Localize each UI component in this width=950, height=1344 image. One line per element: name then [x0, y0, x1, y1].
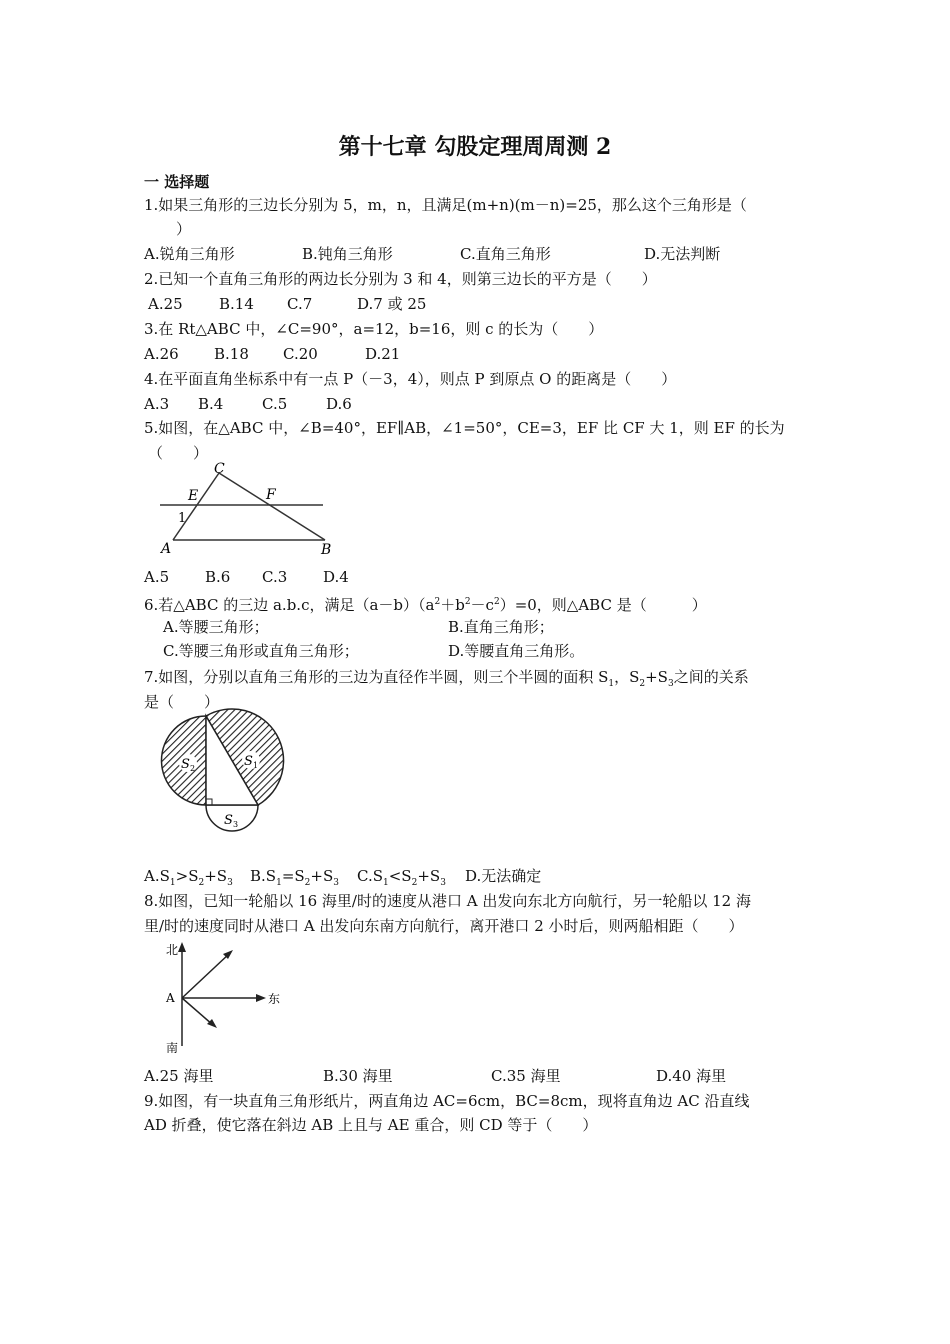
label-b: B — [321, 542, 332, 558]
q8-option-b: B.30 海里 — [323, 1067, 393, 1085]
q7-option-a: $A.S_1>S_2+S_3$ — [144, 867, 233, 888]
east-arrowhead — [256, 994, 266, 1002]
q8-stem-line1: 8.如图，已知一轮船以 16 海里/时的速度从港口 A 出发向东北方向航行，另一轮船以 12 海 — [144, 892, 751, 910]
label-e: E — [188, 488, 199, 504]
side-bc — [219, 473, 325, 540]
page-title: 第十七章 勾股定理周周测 2 — [338, 134, 612, 160]
side-ac — [173, 473, 219, 540]
q7-option-b: $B.S_1=S_2+S_3$ — [250, 867, 339, 888]
label-f: F — [266, 487, 276, 503]
q9-stem-line2: AD 折叠，使它落在斜边 AB 上且与 AE 重合，则 CD 等于（ ） — [144, 1116, 598, 1134]
q8-option-d: D.40 海里 — [656, 1067, 727, 1085]
label-a: A — [161, 541, 172, 557]
q6-stem: 6.若△ABC 的三边 a.b.c，满足$(a-b)(a^2+b^2-c^2)=0$，则△ABC 是（ ） — [144, 596, 707, 614]
q5-stem-line1: 5.如图，在△ABC 中，∠B=40°，EF∥AB，∠1=50°，CE=3，EF 比 CF 大 1，则 EF 的长为 — [144, 419, 785, 437]
q1-stem-line1: 1.如果三角形的三边长分别为 5，m，n，且满足(m+n)(m－n)=25，那么这个三角形是（ — [144, 196, 747, 214]
q7-option-c: $C.S_1<S_2+S_3$ — [357, 867, 446, 888]
q8-compass-figure — [160, 938, 290, 1058]
q4-option-c: C.5 — [262, 395, 288, 413]
north-arrowhead — [178, 942, 186, 952]
q2-option-b: B.14 — [219, 295, 254, 313]
q5-stem-line2: （ ） — [148, 444, 209, 462]
southeast-path — [182, 998, 213, 1025]
q1-option-a: A.锐角三角形 — [144, 245, 235, 263]
svg-text:1: 1 — [253, 761, 259, 770]
q6-option-b: B.直角三角形； — [448, 618, 554, 636]
q5-option-a: A.5 — [144, 568, 170, 586]
q8-stem-line2: 里/时的速度同时从港口 A 出发向东南方向航行，离开港口 2 小时后，则两船相距（ ） — [144, 917, 744, 935]
q3-option-b: B.18 — [214, 345, 249, 363]
q3-option-d: D.21 — [365, 345, 401, 363]
q2-option-d: D.7 或 25 — [357, 295, 427, 313]
q7-stem-line1: 7.如图，分别以直角三角形的三边为直径作半圆，则三个半圆的面积 $S_1$，$S_2+S_3$之间的关系 — [144, 668, 749, 689]
q7-stem-line2: 是（ ） — [144, 693, 220, 711]
label-s1 — [242, 751, 260, 770]
section-heading: 一 选择题 — [144, 173, 210, 191]
q5-triangle-figure — [155, 460, 340, 560]
q5-option-d: D.4 — [323, 568, 349, 586]
q6-option-c: C.等腰三角形或直角三角形； — [163, 642, 359, 660]
q5-option-b: B.6 — [205, 568, 231, 586]
q3-stem: 3.在 Rt△ABC 中，∠C=90°，a=12，b=16，则 c 的长为（ ） — [144, 320, 604, 338]
q1-option-d: D.无法判断 — [644, 245, 721, 263]
q1-stem-line2: ） — [176, 220, 192, 238]
svg-text:2: 2 — [190, 764, 196, 773]
q7-option-d: D.无法确定 — [465, 867, 542, 885]
label-s2 — [179, 754, 197, 773]
label-angle-1: 1 — [178, 511, 187, 526]
q4-option-a: A.3 — [144, 395, 170, 413]
q7-semicircles-figure — [158, 708, 310, 843]
q5-option-c: C.3 — [262, 568, 288, 586]
q3-option-a: A.26 — [144, 345, 179, 363]
label-a: A — [166, 991, 175, 1005]
northeast-path — [182, 953, 230, 998]
label-north: 北 — [166, 943, 179, 957]
q6-option-a: A.等腰三角形； — [163, 618, 269, 636]
svg-text:S: S — [224, 813, 233, 828]
q1-option-b: B.钝角三角形 — [302, 245, 393, 263]
label-c: C — [214, 461, 225, 477]
label-east: 东 — [268, 992, 281, 1006]
q8-option-c: C.35 海里 — [491, 1067, 561, 1085]
svg-text:S: S — [244, 754, 253, 769]
q4-option-b: B.4 — [198, 395, 224, 413]
svg-text:S: S — [181, 757, 190, 772]
q1-option-c: C.直角三角形 — [460, 245, 551, 263]
q2-stem: 2.已知一个直角三角形的两边长分别为 3 和 4，则第三边长的平方是（ ） — [144, 270, 657, 288]
q2-option-c: C.7 — [287, 295, 313, 313]
q3-option-c: C.20 — [283, 345, 318, 363]
q6-option-d: D.等腰直角三角形。 — [448, 642, 585, 660]
q2-option-a: A.25 — [148, 295, 183, 313]
svg-text:3: 3 — [233, 820, 239, 829]
q4-option-d: D.6 — [326, 395, 352, 413]
q4-stem: 4.在平面直角坐标系中有一点 P（－3，4），则点 P 到原点 O 的距离是（ ） — [144, 370, 677, 388]
q9-stem-line1: 9.如图，有一块直角三角形纸片，两直角边 AC=6cm，BC=8cm，现将直角边 AC 沿直线 — [144, 1092, 750, 1110]
q8-option-a: A.25 海里 — [144, 1067, 214, 1085]
label-south: 南 — [166, 1041, 179, 1055]
